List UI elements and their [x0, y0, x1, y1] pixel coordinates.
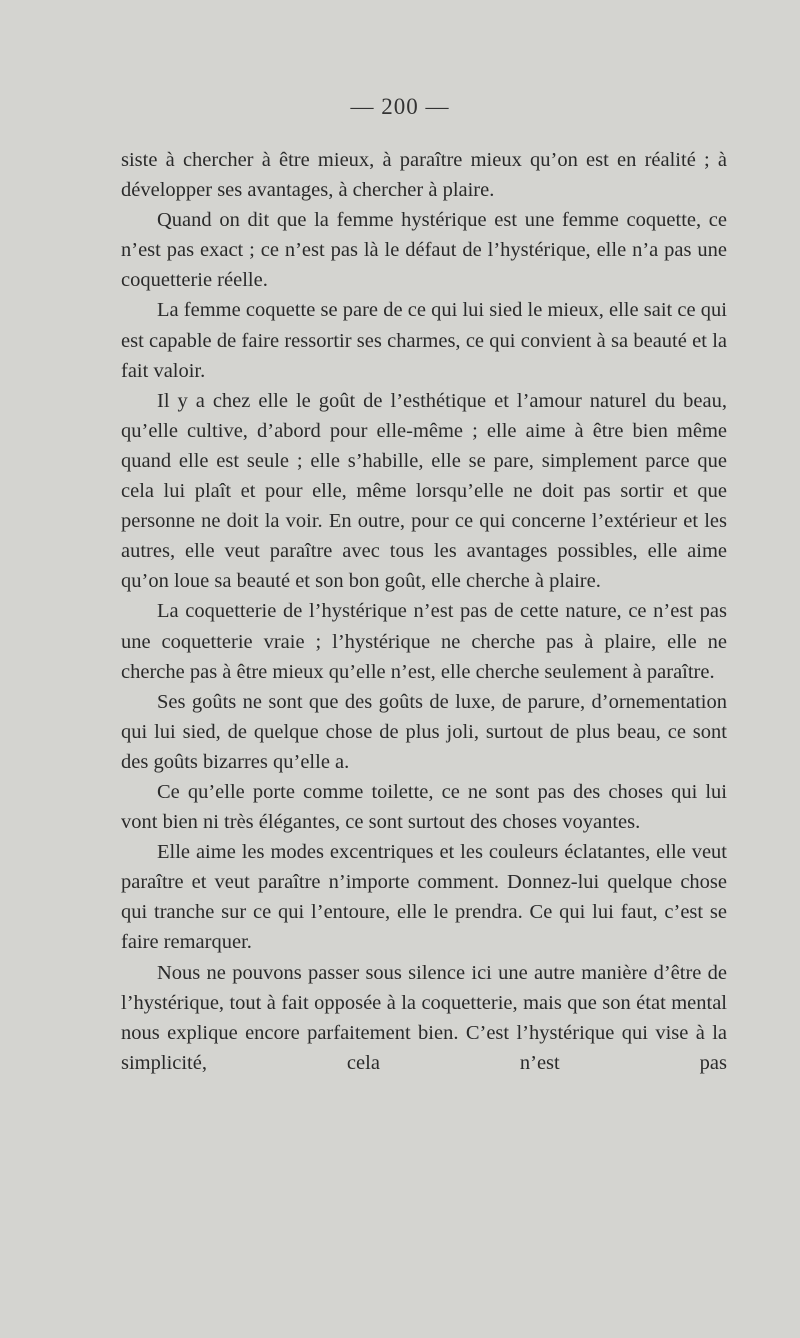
- paragraph-6: Ses goûts ne sont que des goûts de luxe, de parure, d’ornementation qui lui sied, de quelque chose de plus joli, surtout de plus beau, ce sont des goûts bizarres qu’elle a.: [121, 690, 727, 773]
- paragraph-2: Quand on dit que la femme hystérique est une femme coquette, ce n’est pas exact ; ce n’est pas là le défaut de l’hystérique, elle n’a pas une coquetterie réelle.: [121, 209, 727, 292]
- paragraph-1: siste à chercher à être mieux, à paraître mieux qu’on est en réalité ; à développer ses avantages, à chercher à plaire.: [121, 149, 727, 202]
- paragraph-5: La coquetterie de l’hystérique n’est pas de cette nature, ce n’est pas une coquetterie vraie ; l’hystérique ne cherche pas à plaire, elle ne cherche pas à être mieux qu’elle n’est, elle cherche seulement à paraître.: [121, 600, 727, 683]
- paragraph-9: Nous ne pouvons passer sous silence ici une autre manière d’être de l’hystérique, tout à fait opposée à la coquetterie, mais que son état mental nous explique encore parfaitement bien. C’est l’hystérique qui vise à la simplicité, cela n’est pas: [121, 961, 727, 1074]
- paragraph-7: Ce qu’elle porte comme toilette, ce ne sont pas des choses qui lui vont bien ni très élégantes, ce sont surtout des choses voyantes.: [121, 780, 727, 834]
- paragraph-4: Il y a chez elle le goût de l’esthétique et l’amour naturel du beau, qu’elle cultive, d’abord pour elle-même ; elle aime à être bien même quand elle est seule ; elle s’habille, elle se pare, simplement parce que cela lui plaît et pour elle, même lorsqu’elle ne doit pas sortir et que personne ne doit la voir. En outre, pour ce qui concerne l’extérieur et les autres, elle veut paraître avec tous les avantages possibles, elle aime qu’on loue sa beauté et son bon goût, elle cherche à plaire.: [121, 389, 727, 593]
- paragraph-3: La femme coquette se pare de ce qui lui sied le mieux, elle sait ce qui est capable de faire ressortir ses charmes, ce qui convient à sa beauté et la fait valoir.: [121, 299, 727, 382]
- body-text: [121, 145, 727, 1078]
- paragraph-8: Elle aime les modes excentriques et les couleurs éclatantes, elle veut paraître et veut paraître n’importe comment. Donnez-lui quelque chose qui tranche sur ce qui l’entoure, elle le prendra. Ce qui lui faut, c’est se faire remarquer.: [121, 841, 727, 954]
- page-number: — 200 —: [350, 94, 450, 119]
